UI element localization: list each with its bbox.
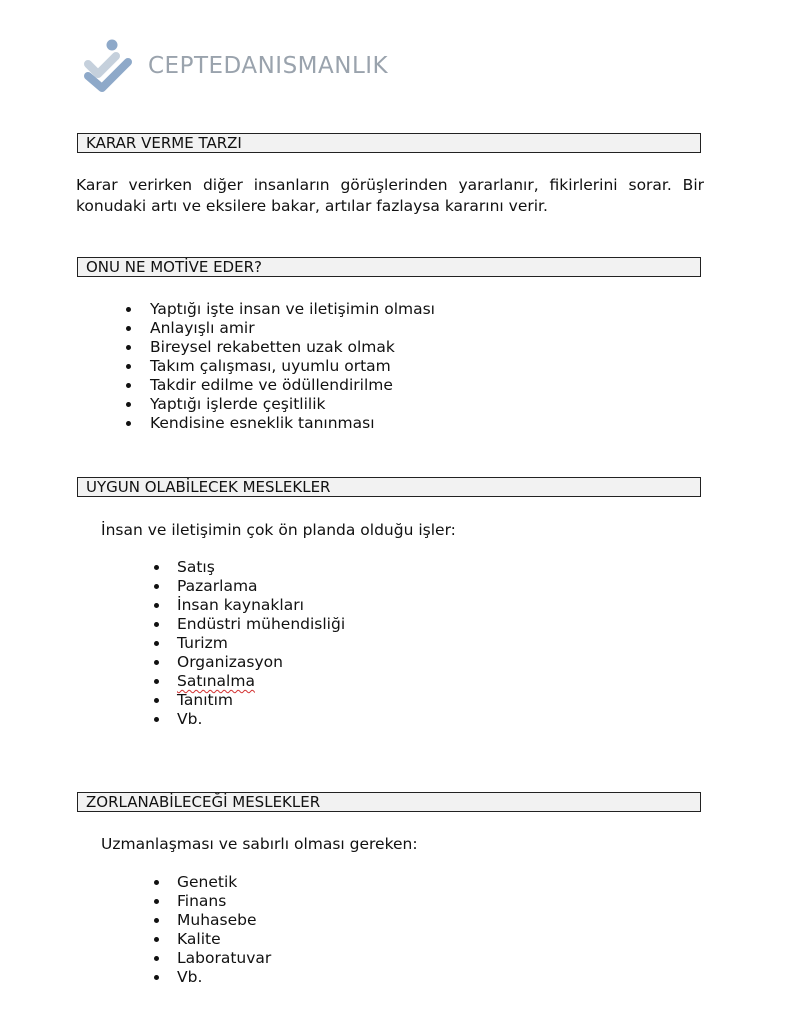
suitable-list <box>152 558 345 729</box>
logo-text: CEPTEDANISMANLIK <box>148 52 389 79</box>
list-item: Takım çalışması, uyumlu ortam <box>100 357 435 376</box>
list-item: Kalite <box>152 930 271 949</box>
list-item: Laboratuvar <box>152 949 271 968</box>
list-item: Kendisine esneklik tanınması <box>100 414 435 433</box>
list-item: Pazarlama <box>152 577 345 596</box>
difficult-list <box>152 873 271 987</box>
list-item: Endüstri mühendisliği <box>152 615 345 634</box>
section-heading-difficult: ZORLANABİLECEĞİ MESLEKLER <box>77 792 701 812</box>
list-item: Yaptığı işlerde çeşitlilik <box>100 395 435 414</box>
list-item: İnsan kaynakları <box>152 596 345 615</box>
list-item: Vb. <box>152 710 345 729</box>
company-logo <box>82 38 388 94</box>
list-item: Turizm <box>152 634 345 653</box>
difficult-intro: Uzmanlaşması ve sabırlı olması gereken: <box>101 835 418 853</box>
list-item: Tanıtım <box>152 691 345 710</box>
section-heading-motivation: ONU NE MOTİVE EDER? <box>77 257 701 277</box>
list-item: Yaptığı işte insan ve iletişimin olması <box>100 300 435 319</box>
decision-paragraph: Karar verirken diğer insanların görüşlerinden yararlanır, fikirlerini sorar. Bir konudaki artı ve eksilere bakar, artılar fazlaysa kararını verir. <box>76 176 704 215</box>
list-item: Anlayışlı amir <box>100 319 435 338</box>
list-item: Bireysel rekabetten uzak olmak <box>100 338 435 357</box>
list-item: Finans <box>152 892 271 911</box>
list-item <box>152 672 345 691</box>
list-item: Vb. <box>152 968 271 987</box>
list-item: Satış <box>152 558 345 577</box>
list-item: Genetik <box>152 873 271 892</box>
list-item: Muhasebe <box>152 911 271 930</box>
list-item: Organizasyon <box>152 653 345 672</box>
spellcheck-marked-text: Satınalma <box>177 672 255 690</box>
section-heading-suitable: UYGUN OLABİLECEK MESLEKLER <box>77 477 701 497</box>
motivation-list <box>100 300 435 433</box>
list-item: Takdir edilme ve ödüllendirilme <box>100 376 435 395</box>
section-heading-decision: KARAR VERME TARZI <box>77 133 701 153</box>
logo-mark-icon <box>82 38 136 94</box>
suitable-intro: İnsan ve iletişimin çok ön planda olduğu işler: <box>101 521 456 539</box>
